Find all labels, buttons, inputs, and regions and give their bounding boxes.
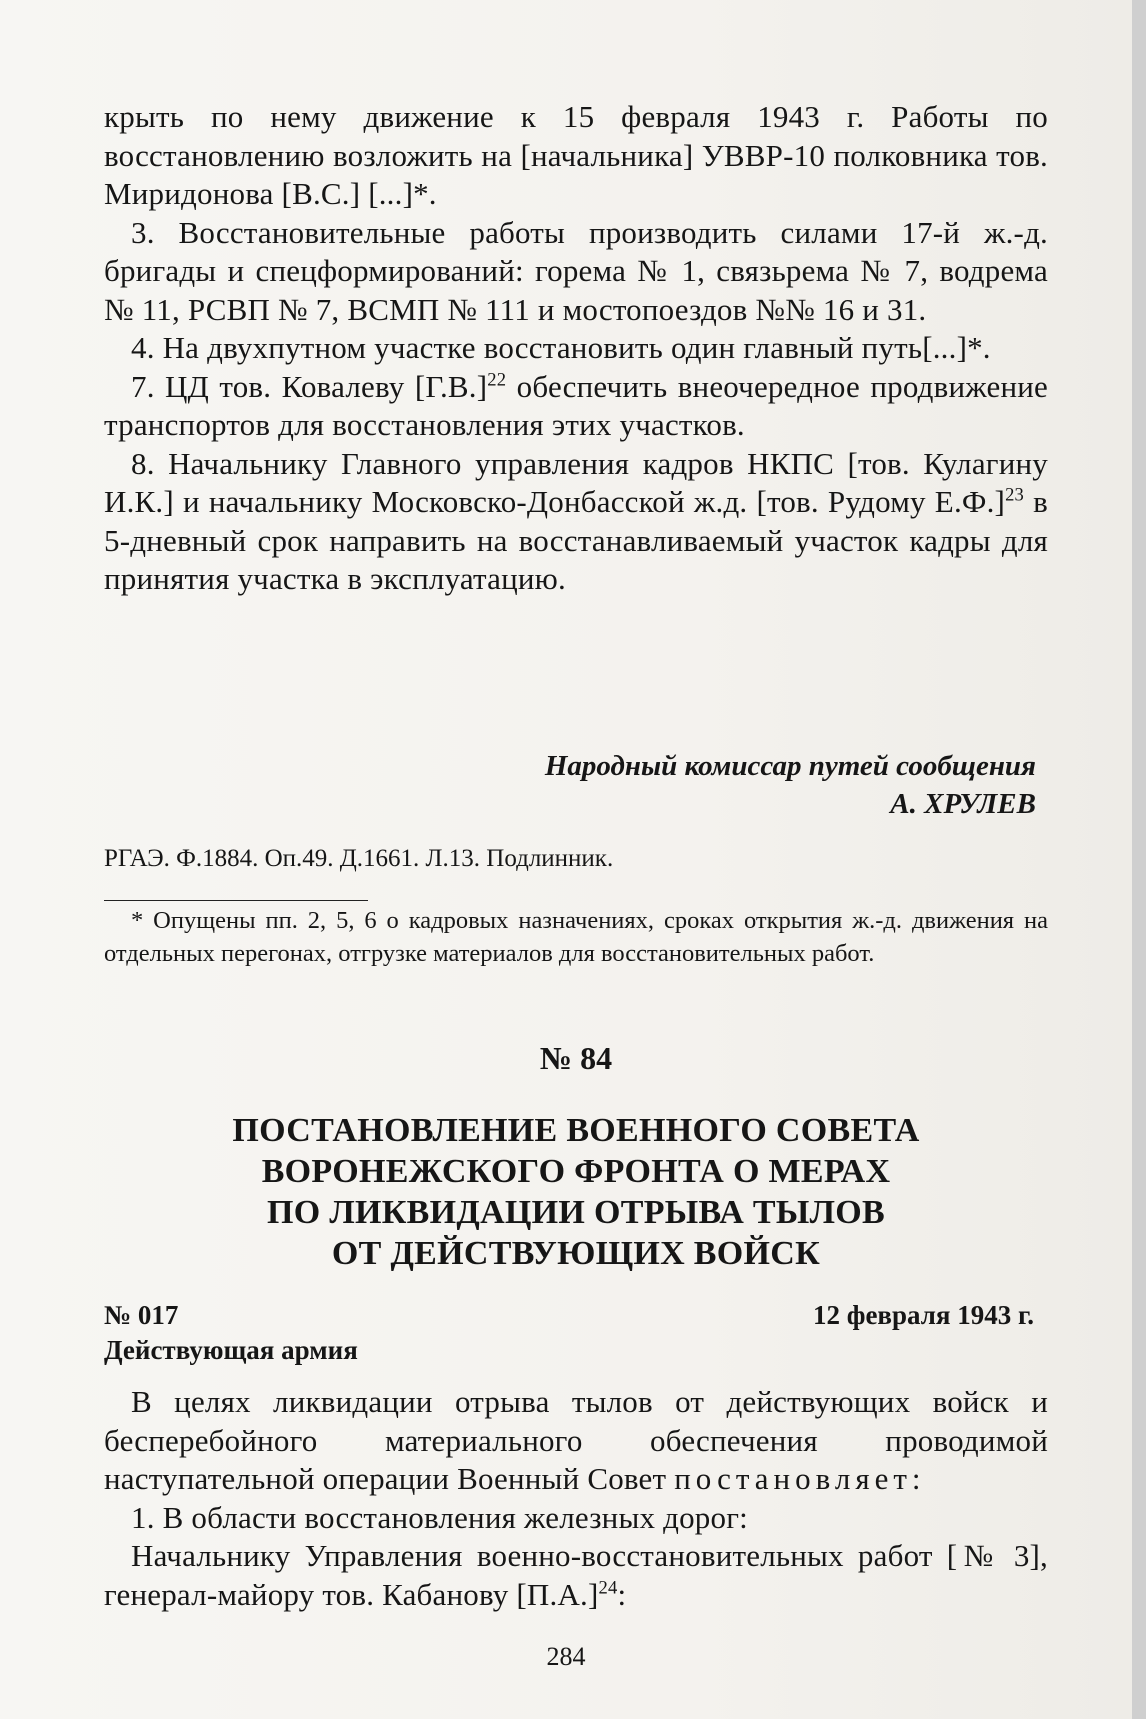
paragraph-8-text-a: 8. Начальнику Главного управления кадров НКПС [тов. Кулагину И.К.] и начальнику Московско-Донбасской ж.д. [тов. Рудому Е.Ф.] [104,445,1048,519]
paragraph-7 [104,368,1048,445]
document-84-body [104,1383,1048,1614]
footnote-rule [104,900,368,901]
footnote-ref-24: 24 [598,1577,618,1599]
paragraph-7-text-b: обеспечить внеочередное продвижение транспортов для восстановления этих участков. [104,368,1048,442]
paragraph-4: 4. На двухпутном участке восстановить один главный путь[...]*. [131,330,991,365]
paragraph-8-text-b: в 5-дневный срок направить на восстанавливаемый участок кадры для принятия участка в эксплуатацию. [104,484,1048,596]
intro-text-b: : [911,1461,921,1496]
document-date: 12 февраля 1943 г. [813,1300,1034,1330]
archive-source-text: РГАЭ. Ф.1884. Оп.49. Д.1661. Л.13. Подлинник. [104,845,614,872]
footnote-ref-22: 22 [487,369,507,391]
footnote-ref-23: 23 [1005,484,1025,506]
item-1-text [104,1537,1048,1614]
document-84-header [104,1040,1048,1077]
document-meta [104,1298,1048,1368]
paragraph-7-text-a: 7. ЦД тов. Ковалеву [Г.В.] [131,368,488,404]
item-1-text-a: Начальнику Управления военно-восстановительных работ [№ 3], генерал-майору тов. Кабанову [П.А.] [104,1538,1048,1612]
signature-position: Народный комиссар путей сообщения [544,750,1036,782]
title-line-1: ПОСТАНОВЛЕНИЕ ВОЕННОГО СОВЕТА [232,1112,920,1149]
title-line-2: ВОРОНЕЖСКОГО ФРОНТА О МЕРАХ [261,1153,891,1190]
paragraph-8 [104,445,1048,599]
page-number: 284 [546,1642,586,1671]
title-line-4: ОТ ДЕЙСТВУЮЩИХ ВОЙСК [331,1235,821,1272]
item-1-text-b: : [617,1576,627,1612]
document-number: № 84 [539,1040,613,1076]
document-title [104,1110,1048,1274]
meta-row [104,1298,1048,1333]
archive-source [104,842,1048,876]
document-place: Действующая армия [104,1335,358,1365]
registration-number: № 017 [104,1300,179,1330]
intro-text-a: В целях ликвидации отрыва тылов от действующих войск и бесперебойного материального обеспечения проводимой наступательной операции Военный Совет [104,1384,1048,1496]
intro-paragraph [104,1383,1048,1499]
intro-resolves: постановляет [674,1461,912,1496]
signature-block [104,747,1048,823]
footnote-text: * Опущены пп. 2, 5, 6 о кадровых назначениях, сроках открытия ж.-д. движения на отдельных перегонах, отгрузке материалов для восстановительных работ. [104,907,1048,967]
title-line-3: ПО ЛИКВИДАЦИИ ОТРЫВА ТЫЛОВ [267,1194,885,1231]
footnote [104,904,1048,970]
signature-name: А. ХРУЛЕВ [890,788,1036,820]
continuation-text [104,98,1048,599]
item-1: 1. В области восстановления железных дорог: [131,1499,748,1535]
paragraph-3: 3. Восстановительные работы производить силами 17-й ж.-д. бригады и спецформирований: горема № 1, связьрема № 7, водрема № 11, РСВП № 7, ВСМП № 111 и мостопоездов №№ 16 и 31. [104,214,1048,327]
paragraph-1: крыть по нему движение к 15 февраля 1943 г. Работы по восстановлению возложить на [начальника] УВВР-10 полковника тов. Миридонова [В.С.] [...]*. [104,99,1048,211]
